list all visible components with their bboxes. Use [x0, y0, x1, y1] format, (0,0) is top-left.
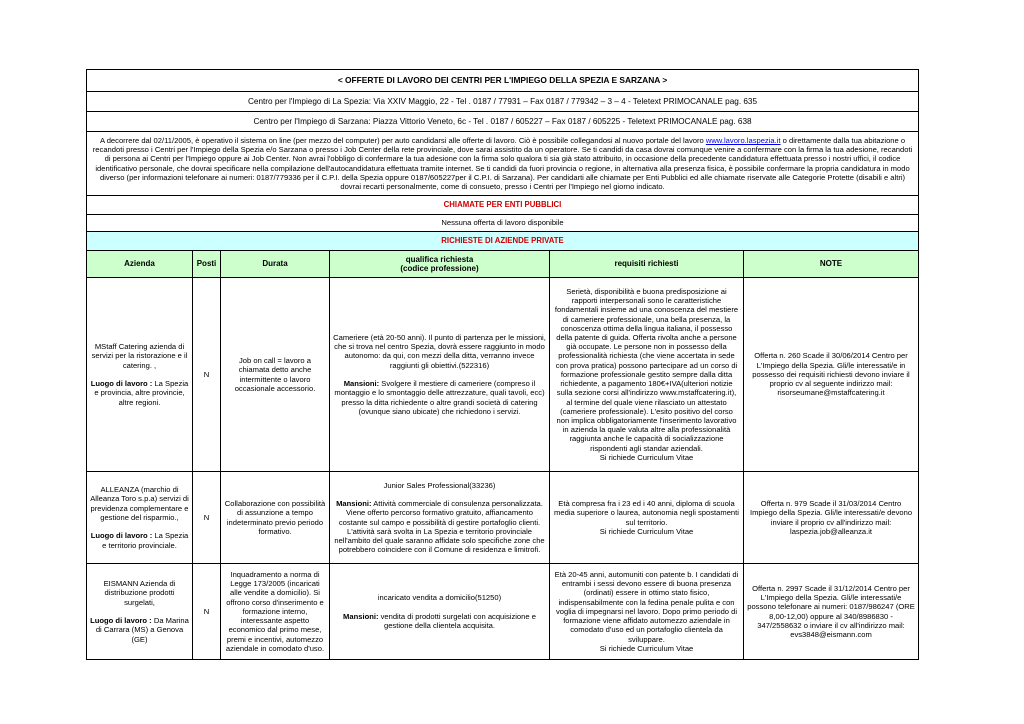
azienda-text: EISMANN Azienda di distribuzione prodotti surgelati,: [103, 579, 176, 607]
qualifica-text: incaricato vendita a domicilio(51250): [377, 593, 502, 603]
requisiti-text: Età compresa fra i 23 ed i 40 anni, diploma di scuola media superiore o laurea, autonomia negli spostamenti sul territorio.: [554, 499, 739, 527]
public-none-row: [87, 215, 919, 232]
col-header-posti: Posti: [193, 251, 221, 278]
azienda-text: MStaff Catering azienda di servizi per la ristorazione e il catering. ,: [91, 342, 188, 370]
col-header-requisiti: requisiti richiesti: [550, 251, 744, 278]
address-spezia: Centro per l'Impiego di La Spezia: Via XXIV Maggio, 22 - Tel . 0187 / 77931 – Fax 0187 / 779342 – 3 – 4 - Teletext PRIMOCANALE pag. 635: [87, 92, 919, 112]
public-section-row: [87, 196, 919, 215]
requisiti-text: Serietà, disponibilità e buona predisposizione ai rapporti interpersonali sono le caratteristiche fondamentali insieme ad una conoscenza del mestiere di cameriere professionale, una bella presenza, la conoscenza ottima della lingua italiana, il possesso della patente di guida. Offerta rivolta anche a persone già occupate. Le persone non in possesso della professionalità richiesta (che viene accertata in sede con prova pratica) possono partecipare ad un corso di formazione professionale gestito sempre dalla ditta richiedente, a pagamento 180€+IVA(ulteriori notizie sulla sezione corsi all'indirizzo www.mstaffcatering.it), al termine del quale viene rilasciato un attestato (cameriere professionale). L'esito positivo del corso non implica obbligatoriamente l'inserimento lavorativo in azienda la quale valuta altre alla professionalità raggiunta anche le capacità di socializzazione rispondenti agli standar aziendali.: [554, 287, 739, 453]
document-title-row: [87, 70, 919, 92]
luogo-label: Luogo di lavoro :: [90, 531, 153, 541]
cell-azienda: [87, 564, 193, 660]
requisiti-text: Età 20-45 anni, automuniti con patente b. I candidati di entrambi i sessi devono essere di buona presenza (ordinati) essere in ottimo stato fisico, indispensabilmente con la fedina penale pulita e con voglia di impegnarsi nel lavoro. Dopo primo periodo di formazione viene affidato automezzo aziendale in comodato d'uso ed un portafoglio clientela da sviluppare.: [554, 570, 739, 644]
address-spezia-row: [87, 92, 919, 112]
portal-link[interactable]: www.lavoro.laspezia.it: [705, 136, 781, 146]
cell-note: Offerta n. 260 Scade il 30/06/2014 Centro per L'Impiego della Spezia. Gli/le interessati/e in possesso dei requisiti richiesti devono inviare il proprio cv al seguente indirizzo mail: risorseumane@mstaffcatering.it: [744, 278, 919, 472]
private-section-row: [87, 232, 919, 251]
cell-durata: Collaborazione con possibilità di assunzione a tempo indeterminato previo periodo formativo.: [221, 472, 330, 564]
col-header-qualifica-line2: (codice professione): [400, 264, 479, 273]
address-sarzana-row: [87, 112, 919, 132]
luogo-label: Luogo di lavoro :: [90, 379, 153, 389]
cell-note: Offerta n. 2997 Scade il 31/12/2014 Centro per L'Impiego della Spezia. Gli/le interessati/e possono telefonare ai numeri: 0187/986247 (ORE 8,00-12,00) oppure al 340/8986830 - 347/2558632 o inviare il cv all'indirizzo mail: evs3848@eismann.com: [744, 564, 919, 660]
mansioni-text: Svolgere il mestiere di cameriere (compreso il montaggio e lo smontaggio delle attrezzature, quali tavoli, ecc) presso la ditta richiedente o altre grandi società di catering (ovunque siano ubicate) che richiedono i servizi.: [334, 379, 545, 416]
luogo-label: Luogo di lavoro :: [90, 616, 152, 626]
job-offers-document: [86, 69, 918, 660]
address-sarzana: Centro per l'Impiego di Sarzana: Piazza Vittorio Veneto, 6c - Tel . 0187 / 605227 – Fax 0187 / 605225 - Teletext PRIMOCANALE pag. 638: [87, 112, 919, 132]
cell-qualifica: [330, 564, 550, 660]
col-header-durata: Durata: [221, 251, 330, 278]
intro-row: [87, 132, 919, 196]
intro-text-start: A decorrere dal 02/11/2005, è operativo il sistema on line (per mezzo del computer) per auto candidarsi alle offerte di lavoro. Ciò è possibile collegandosi al nuovo portale del lavoro: [99, 136, 706, 146]
cell-durata: Job on call = lavoro a chiamata detto anche intermittente o lavoro occasionale accessorio.: [221, 278, 330, 472]
document-title: < OFFERTE DI LAVORO DEI CENTRI PER L'IMPIEGO DELLA SPEZIA E SARZANA >: [87, 70, 919, 92]
col-header-note: NOTE: [744, 251, 919, 278]
intro-paragraph: [87, 132, 919, 196]
cell-posti: N: [193, 278, 221, 472]
luogo-text: La Spezia e provincia, altre provincie, altre regioni.: [94, 379, 189, 407]
intro-text-end: o direttamente dalla tua abitazione o recandoti presso i Centri per l'Impiego della Spezia e/o Sarzana o presso i Job Center della rete provinciale, dove sarai assistito da un operatore. Se ti candidi da casa dovrai comunque venire a confermare con la firma la tua adesione, recandoti di persona ai Centri per l'Impiego oppure ai Job Center. Non avrai l'obbligo di confermare la tua adesione con la firma solo qualora ti sia già stato attribuito, in occasione della precedente candidatura effettuata presso i nostri uffici, il codice identificativo personale, che dovrai specificare nella compilazione dell'autocandidatura effettuata tramite internet. Se ti candidi da fuori provincia o regione, in alternativa alla presenza fisica, è possibile confermare la propria candidatura in modo diverso (per informazioni telefonare ai numeri: 0187/779336 per il C.P.I. della Spezia oppure 0187/605227per il C.P.I. di Sarzana). Per candidarti alle chiamate per Enti Pubblici ed alle chiamate riservate alle Categorie Protette (disabili e altri) dovrai recarti personalmente, come di consueto, presso i Centri per l'Impiego nel giorno indicato.: [92, 136, 913, 191]
public-section-title: CHIAMATE PER ENTI PUBBLICI: [87, 196, 919, 215]
mansioni-text: Attività commerciale di consulenza personalizzata. Viene offerto percorso formativo gratuito, affiancamento costante sul campo e possibilità di gestire portafoglio clienti. L'attività sarà svolta in La Spezia e territorio provinciale nell'ambito del quale saranno affidate solo specifiche zone che potrebbero coincidere con il Comune di residenza e limitrofi.: [334, 499, 545, 555]
mansioni-text: vendita di prodotti surgelati con acquisizione e gestione della clientela acquisita.: [378, 611, 536, 630]
mansioni-label: Mansioni:: [336, 499, 372, 509]
cell-requisiti: [550, 278, 744, 472]
luogo-text: La Spezia e territorio provinciale.: [102, 531, 189, 550]
cell-azienda: [87, 472, 193, 564]
col-header-azienda: Azienda: [87, 251, 193, 278]
cell-qualifica: [330, 278, 550, 472]
qualifica-text: Cameriere (età 20-50 anni). Il punto di partenza per le missioni, che si trova nel centro Spezia, dovrà essere raggiunto in modo autonomo: da qui, con mezzi della ditta, verranno invece raggiunti gli obiettivi.(522316): [333, 333, 546, 370]
luogo-text: Da Marina di Carrara (MS) a Genova (GE): [95, 616, 189, 644]
cell-qualifica: [330, 472, 550, 564]
table-row: [87, 472, 919, 564]
cell-posti: N: [193, 564, 221, 660]
table-row: [87, 278, 919, 472]
curriculum-text: Si richiede Curriculum Vitae: [599, 526, 694, 536]
column-header-row: [87, 251, 919, 278]
mansioni-label: Mansioni:: [343, 379, 380, 389]
cell-posti: N: [193, 472, 221, 564]
cell-note: Offerta n. 979 Scade il 31/03/2014 Centro Impiego della Spezia. Gli/le interessati/e devono inviare il proprio cv all'indirizzo mail: laspezia.job@alleanza.it: [744, 472, 919, 564]
mansioni-label: Mansioni:: [343, 611, 379, 621]
cell-azienda: [87, 278, 193, 472]
table-row: [87, 564, 919, 660]
cell-durata: Inquadramento a norma di Legge 173/2005 (incaricati alle vendite a domicilio). Si offrono corso d'inserimento e formazione interno, interessante aspetto economico dal primo mese, premi e incentivi, automezzo aziendale in comodato d'uso.: [221, 564, 330, 660]
job-offers-table: [86, 69, 919, 660]
col-header-qualifica-line1: qualifica richiesta: [405, 254, 474, 264]
cell-requisiti: [550, 472, 744, 564]
private-section-title: RICHIESTE DI AZIENDE PRIVATE: [87, 232, 919, 251]
curriculum-text: Si richiede Curriculum Vitae: [599, 643, 694, 653]
public-none-text: Nessuna offerta di lavoro disponibile: [87, 215, 919, 232]
col-header-qualifica: [330, 251, 550, 278]
azienda-text: ALLEANZA (marchio di Alleanza Toro s.p.a) servizi di previdenza complementare e gestione del risparmio.,: [90, 485, 189, 522]
curriculum-text: Si richiede Curriculum Vitae: [599, 452, 694, 462]
cell-requisiti: [550, 564, 744, 660]
qualifica-text: Junior Sales Professional(33236): [383, 480, 496, 490]
